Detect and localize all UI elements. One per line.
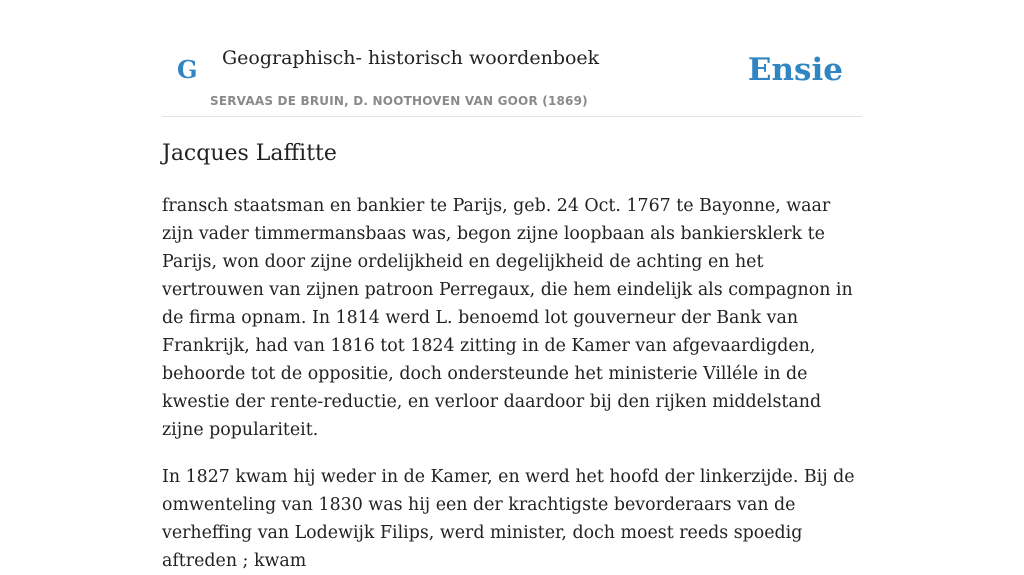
article-title: Jacques Laffitte — [162, 141, 337, 166]
book-header — [162, 0, 862, 117]
book-letter-icon: G — [177, 55, 198, 84]
article — [162, 138, 862, 575]
article-paragraph: fransch staatsman en bankier te Parijs, geb. 24 Oct. 1767 te Bayonne, waar zijn vader timmermansbaas was, begon zijne loopbaan als bankiersklerk te Parijs, won door zijne ordelijkheid en degelijkheid de achting en het vertrouwen van zijnen patroon Perregaux, die hem eindelijk als compagnon in de firma opnam. In 1814 werd L. benoemd lot gouverneur der Bank van Frankrijk, had van 1816 tot 1824 zitting in de Kamer van afgevaardigden, behoorde tot de oppositie, doch ondersteunde het ministerie Villéle in de kwestie der rente-reductie, en verloor daardoor bij den rijken middelstand zijne populariteit. — [162, 196, 853, 440]
article-paragraph: In 1827 kwam hij weder in de Kamer, en werd het hoofd der linkerzijde. Bij de omwenteling van 1830 was hij een der krachtigste bevorderaars van de verheffing van Lodewijk Filips, werd minister, doch moest reeds spoedig aftreden ; kwam — [162, 467, 855, 571]
site-logo[interactable]: Ensie — [747, 52, 843, 88]
book-title[interactable]: Geographisch- historisch woordenboek — [222, 47, 600, 69]
book-author: SERVAAS DE BRUIN, D. NOOTHOVEN VAN GOOR (1869) — [210, 94, 588, 108]
